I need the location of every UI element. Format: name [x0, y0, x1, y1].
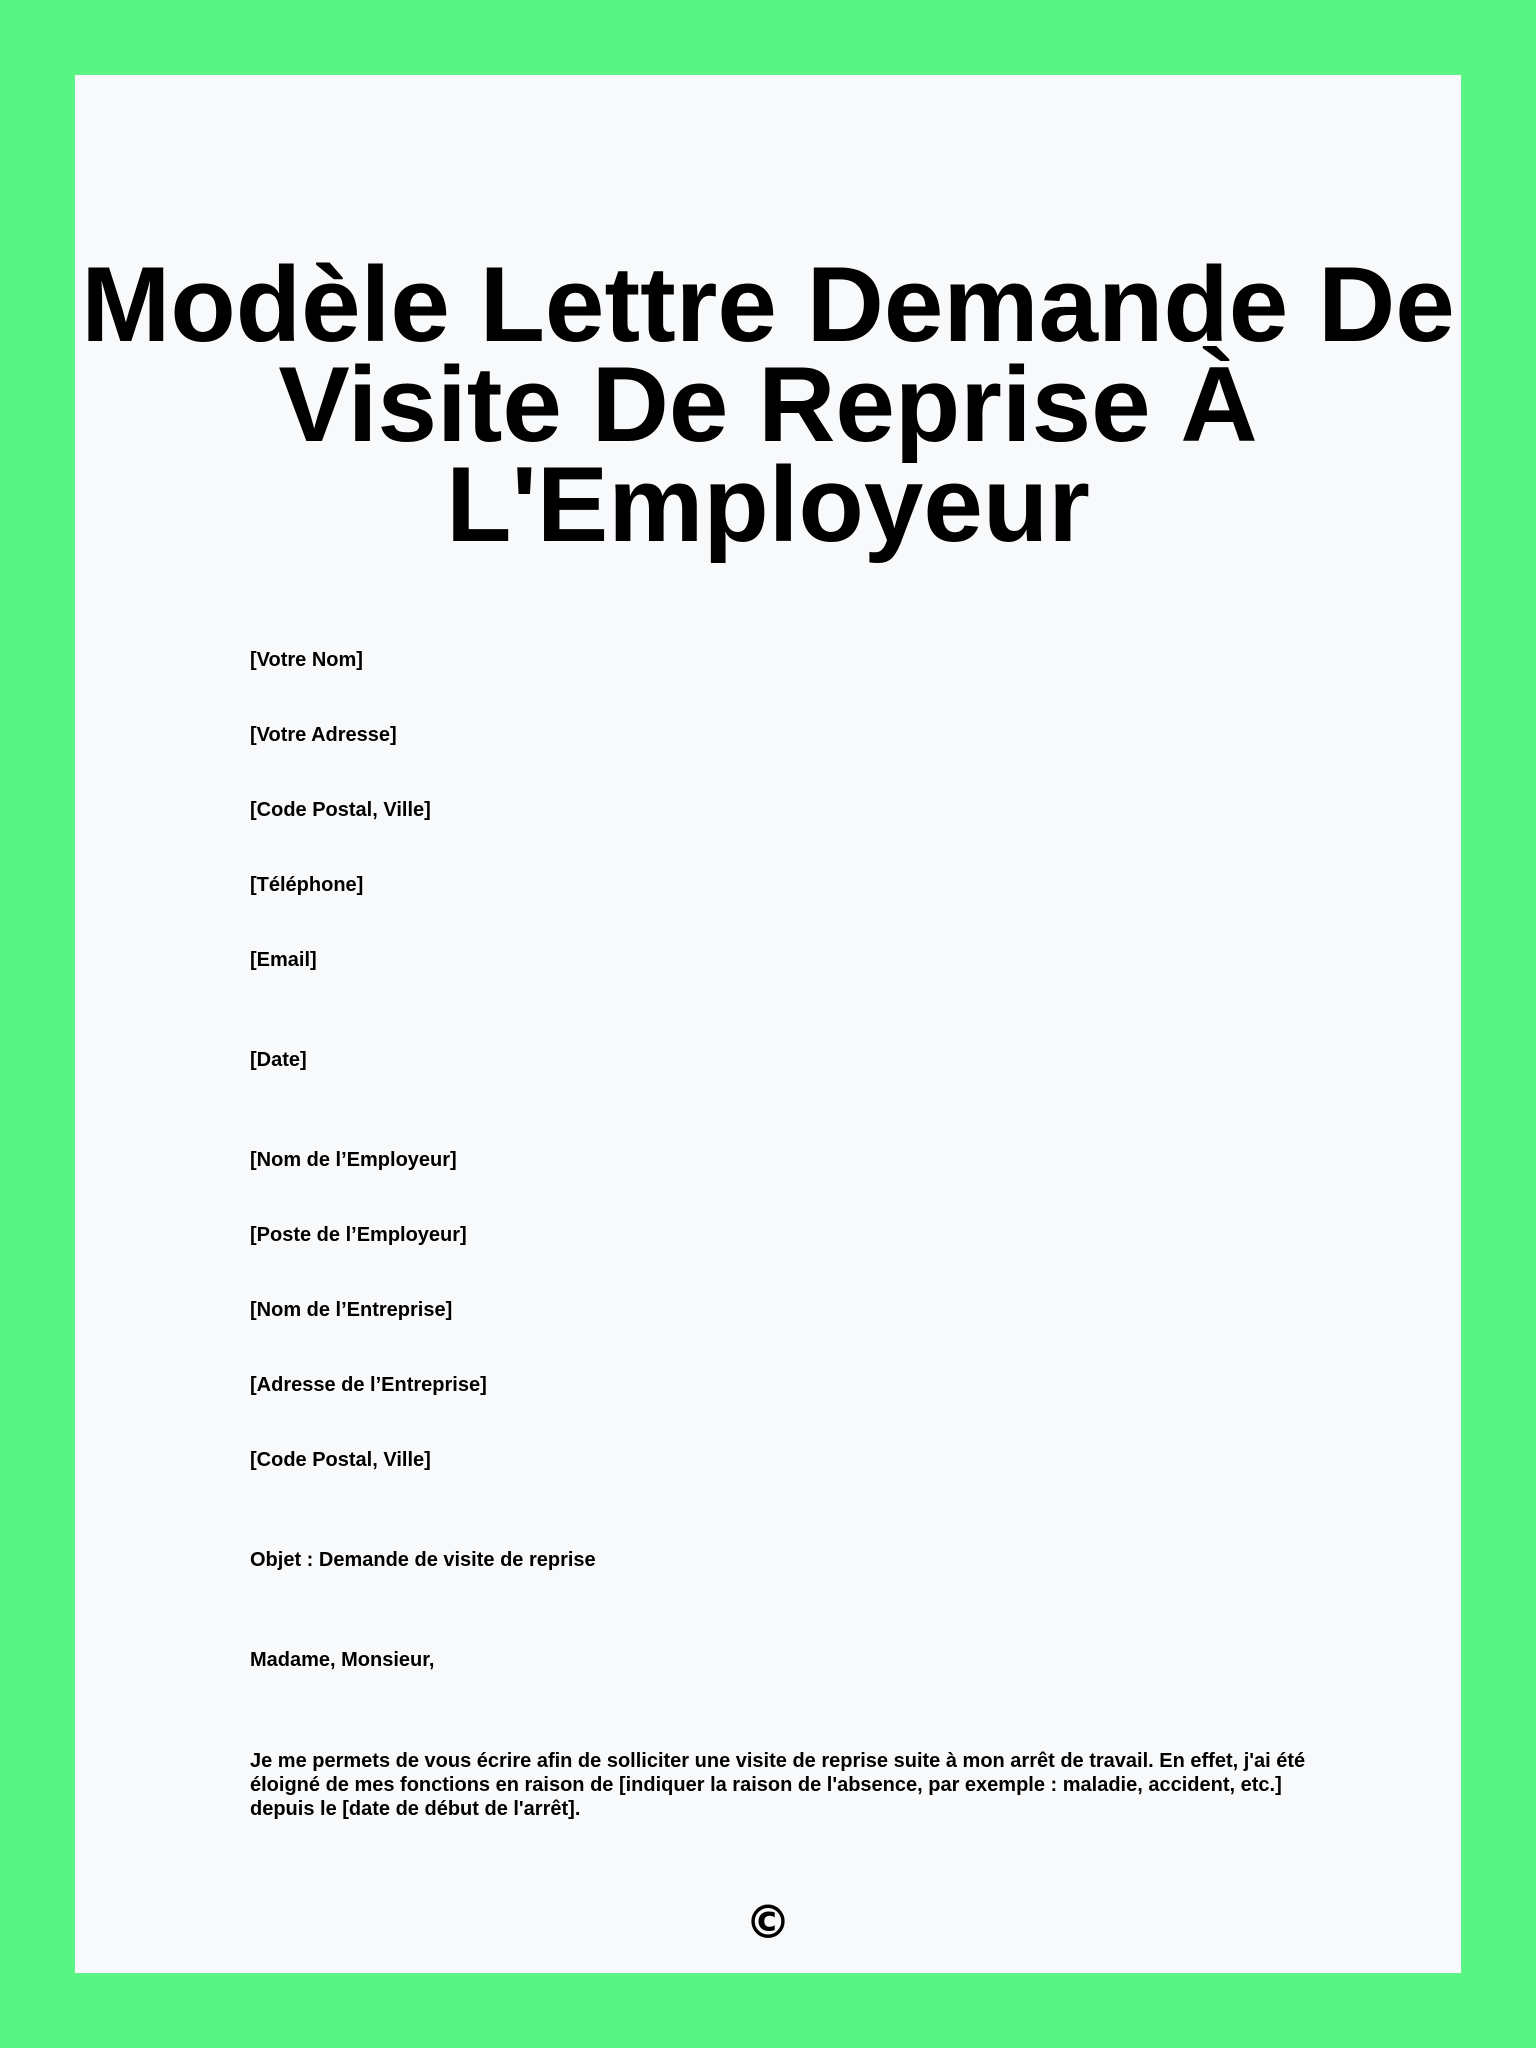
sender-address: [Votre Adresse] — [250, 724, 397, 746]
recipient-company-address: [Adresse de l’Entreprise] — [250, 1374, 487, 1396]
letter-date: [Date] — [250, 1049, 307, 1071]
sender-name: [Votre Nom] — [250, 649, 363, 671]
copyright-icon: © — [745, 1895, 791, 1949]
document-page — [75, 75, 1461, 1973]
letter-salutation: Madame, Monsieur, — [250, 1649, 435, 1671]
letter-body-paragraph: Je me permets de vous écrire afin de solliciter une visite de reprise suite à mon arrêt de travail. En effet, j'ai été éloigné de mes fonctions en raison de [indiquer la raison de l'absence, par exemple : maladie, accident, etc.] depuis le [date de début de l'arrêt]. — [250, 1750, 1306, 1820]
recipient-employer-position: [Poste de l’Employeur] — [250, 1224, 467, 1246]
recipient-postal-city: [Code Postal, Ville] — [250, 1449, 431, 1471]
sender-postal-city: [Code Postal, Ville] — [250, 799, 431, 821]
recipient-employer-name: [Nom de l’Employeur] — [250, 1149, 457, 1171]
sender-email: [Email] — [250, 949, 317, 971]
recipient-company-name: [Nom de l’Entreprise] — [250, 1299, 453, 1321]
document-title: Modèle Lettre Demande De Visite De Reprise À L'Employeur — [81, 244, 1455, 564]
letter-subject: Objet : Demande de visite de reprise — [250, 1549, 596, 1571]
sender-phone: [Téléphone] — [250, 874, 364, 896]
